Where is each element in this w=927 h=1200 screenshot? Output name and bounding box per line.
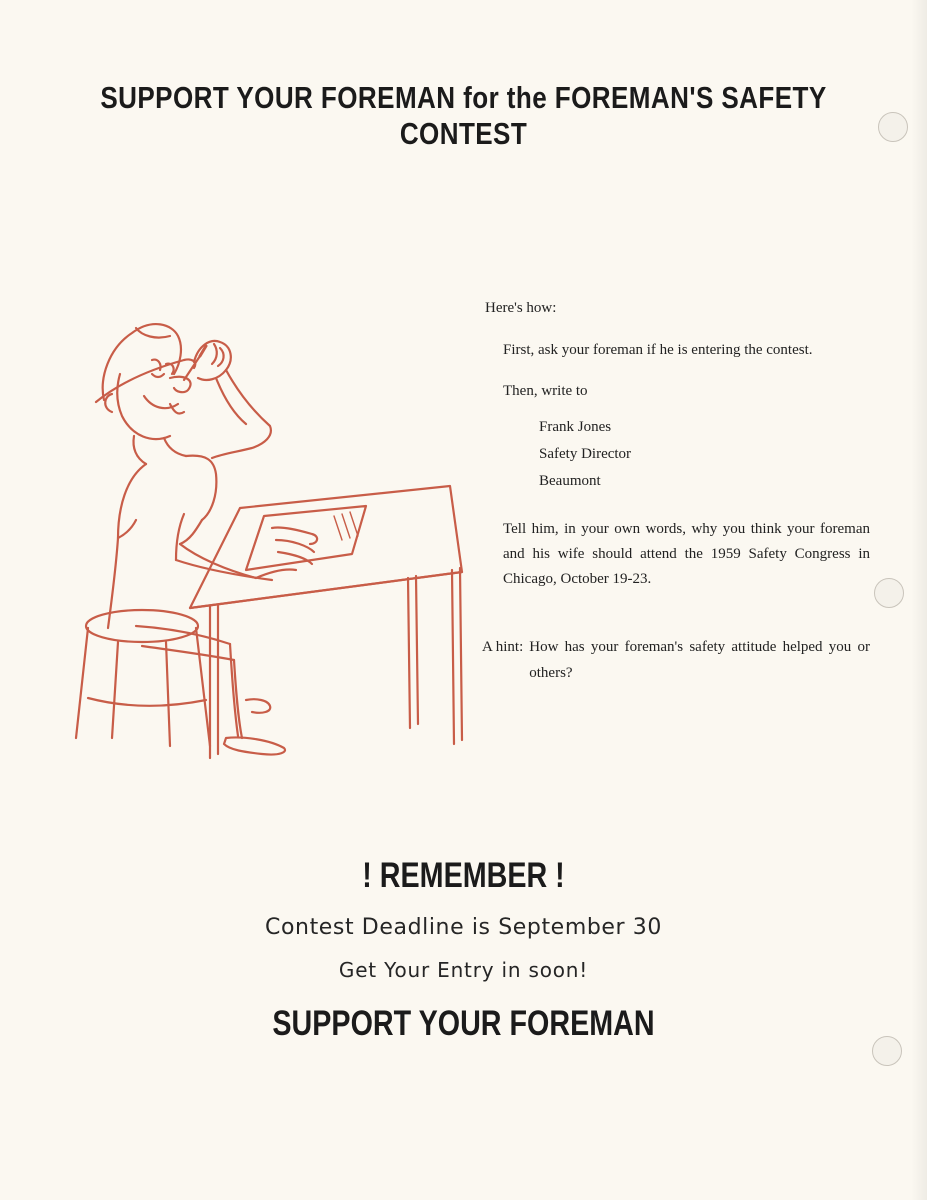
mailing-address (485, 414, 870, 496)
step-write-to: Then, write to (503, 383, 588, 400)
instructions-heading: Here's how: (485, 300, 557, 316)
step-ask-foreman: First, ask your foreman if he is entering the contest. (503, 342, 813, 359)
contest-deadline: Contest Deadline is September 30 (265, 915, 662, 940)
page-title: SUPPORT YOUR FOREMAN for the FOREMAN'S SAFETY CONTEST (100, 80, 827, 151)
hint-label: A hint: (482, 639, 524, 656)
closing-slogan: SUPPORT YOUR FOREMAN (272, 1004, 655, 1043)
instructions-block (482, 296, 870, 686)
address-location: Beaumont (539, 473, 601, 490)
binder-hole (878, 112, 908, 142)
step-tell-him: Tell him, in your own words, why you think your foreman and his wife should attend the 1959 Safety Congress in Chicago, October 19-23. (503, 520, 870, 588)
remember-heading: ! REMEMBER ! (362, 856, 565, 895)
hint (482, 635, 870, 685)
man-at-desk-illustration (66, 308, 486, 778)
binder-hole (872, 1036, 902, 1066)
entry-reminder: Get Your Entry in soon! (338, 958, 589, 982)
address-title: Safety Director (539, 446, 632, 462)
page-edge-shadow (911, 0, 927, 1200)
hint-text: How has your foreman's safety attitude helped you or others? (529, 639, 870, 681)
address-name: Frank Jones (539, 418, 612, 435)
binder-hole (874, 578, 904, 608)
